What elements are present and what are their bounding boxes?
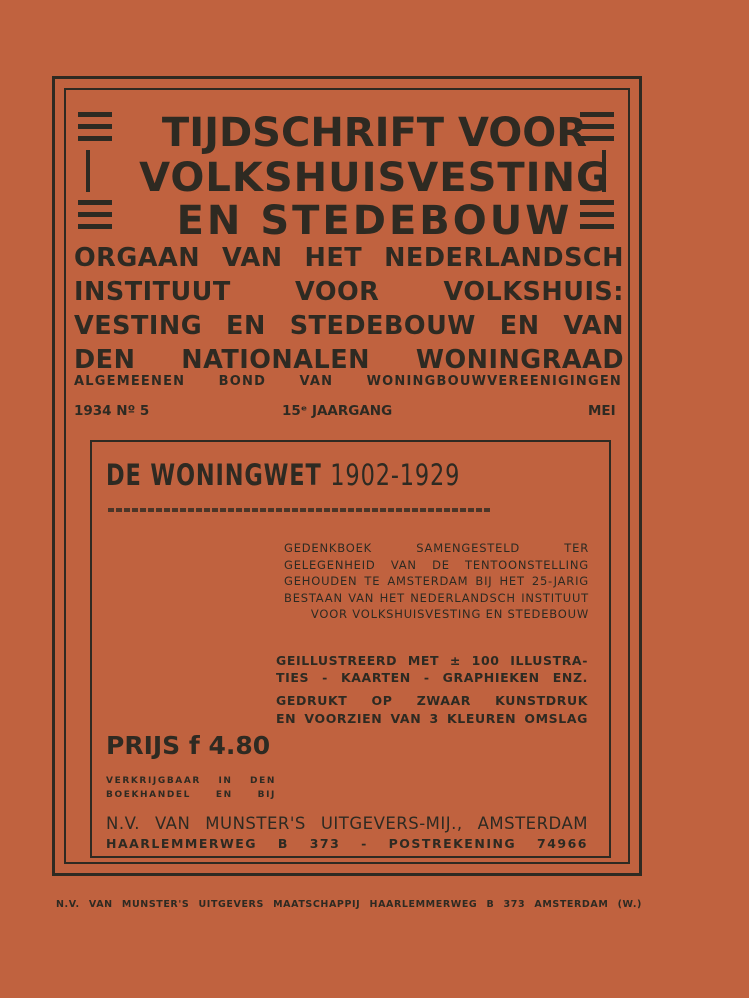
organ-line-2: INSTITUUT VOOR VOLKSHUIS: (74, 277, 624, 307)
advert-description: GEDENKBOEK SAMENGESTELD TER GELEGENHEID VAN DE TENTOONSTELLING GEHOUDEN TE AMSTERDAM BIJ HET 25-JARIG BESTAAN VAN HET NEDERLANDSCH INSTITUUT VOOR VOLKSHUISVESTING EN STEDEBOUW (284, 541, 589, 621)
organ-line-3: VESTING EN STEDEBOUW EN VAN (74, 311, 624, 341)
organ-line-4: DEN NATIONALEN WONINGRAAD (74, 345, 624, 375)
cover-footer: N.V. VAN MUNSTER'S UITGEVERS MAATSCHAPPIJ HAARLEMMERWEG B 373 AMSTERDAM (W.) (56, 899, 642, 910)
advert-sale-line-1: VERKRIJGBAAR IN DEN (106, 776, 276, 786)
issue-volume: 15ᵉ JAARGANG (282, 403, 393, 419)
advert-feature-line-2: TIES - KAARTEN - GRAPHIEKEN ENZ. (276, 670, 588, 685)
advert-sale-line-2: BOEKHANDEL EN BIJ (106, 790, 276, 800)
issue-month: MEI (588, 403, 616, 419)
advert-address: HAARLEMMERWEG B 373 - POSTREKENING 74966 (106, 836, 588, 851)
masthead-line-2: VOLKSHUISVESTING (139, 155, 610, 201)
advert-price: PRIJS f 4.80 (106, 731, 271, 760)
advert-publisher: N.V. VAN MUNSTER'S UITGEVERS-MIJ., AMSTERDAM (106, 814, 588, 833)
organ-subline: ALGEMEENEN BOND VAN WONINGBOUWVEREENIGINGEN (74, 374, 622, 389)
issue-number: 1934 Nº 5 (74, 403, 150, 419)
advert-title-name: DE WONINGWET (106, 458, 322, 492)
masthead-line-1: TIJDSCHRIFT VOOR (161, 110, 588, 156)
advert-title (106, 458, 460, 492)
advert-feature-line-3: GEDRUKT OP ZWAAR KUNSTDRUK (276, 693, 588, 708)
advert-sale-info (106, 774, 276, 802)
masthead-line-3: EN STEDEBOUW (176, 198, 573, 244)
advert-feature-line-4: EN VOORZIEN VAN 3 KLEUREN OMSLAG (276, 711, 588, 726)
advert-title-years: 1902-1929 (330, 458, 461, 492)
advert-feature-line-1: GEILLUSTREERD MET ± 100 ILLUSTRA- (276, 653, 588, 668)
advert-decorative-rule (108, 508, 492, 512)
organ-line-1: ORGAAN VAN HET NEDERLANDSCH (74, 243, 624, 273)
